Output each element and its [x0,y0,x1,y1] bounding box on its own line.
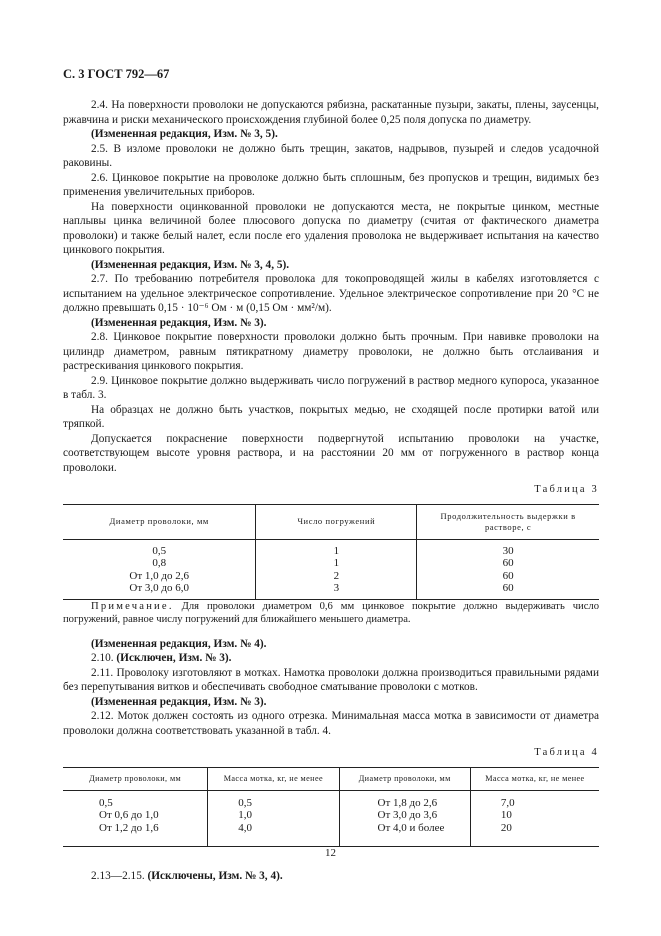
table4-cell: 7,0 [470,790,599,809]
table4-row [63,822,599,847]
table3-cell: 0,8 [152,557,167,569]
table3-body [63,539,599,599]
table4-header-diameter-2: Диаметр проволоки, мм [339,767,470,790]
table3-cell: От 1,0 до 2,6 [129,569,190,582]
paragraph-p29: 2.9. Цинковое покрытие должно выдерживать число погружений в раствор медного купороса, указанное в табл. 3. [63,374,599,401]
paragraph-p26b: На поверхности оцинкованной проволоки не допускаются места, не покрытые цинком, местные наплывы цинка величиной более плюсового допуска по диаметру (считая от фактического диаметра проволоки) и также белый налет, если после его удаления проволока не выдерживает испытания на качество цинкового покрытия. [63,200,599,256]
table3-cell: 60 [417,582,599,599]
table3-header-row [63,504,599,539]
table-3 [63,504,599,600]
page-header: С. 3 ГОСТ 792—67 [63,67,170,81]
table4-cell: 10 [470,809,599,822]
table4-cell: 0,5 [208,790,339,809]
table4-row [63,790,599,809]
table4-header-mass-2: Масса мотка, кг, не менее [470,767,599,790]
table4-cell: 20 [470,822,599,847]
table3-row [63,557,599,570]
table3-header-duration: Продолжительность выдержки в растворе, с [417,504,599,539]
paragraph-p212: 2.12. Моток должен состоять из одного отрезка. Минимальная масса мотка в зависимости от диаметра проволоки должна соответствовать указанной в табл. 4. [63,710,599,737]
page-number: 12 [325,847,336,859]
table4-cell: 1,0 [208,809,339,822]
table3-cell: 2 [256,570,417,583]
paragraph-r5: (Измененная редакция, Изм. № 3). [91,695,267,708]
paragraphs-top [63,98,599,475]
table4-cell: 0,5 [99,796,113,809]
final-bold: (Исключены, Изм. № 3, 4). [147,870,283,882]
table3-row [63,539,599,557]
note-text: Для проволоки диаметром 0,6 мм цинковое покрытие должно выдерживать число погружений, равное числу погружений для ближайшего меньшего диаметра. [63,600,599,625]
table4-header-diameter-1: Диаметр проволоки, мм [89,774,182,783]
paragraph-p26: 2.6. Цинковое покрытие на проволоке должно быть сплошным, без пропусков и трещин, видимых без применения увеличительных приборов. [63,171,599,198]
table4-cell: От 3,0 до 3,6 [339,809,470,822]
table3-header-immersions: Число погружений [256,504,417,539]
paragraph-p210 [63,651,599,666]
table3-cell: 1 [256,539,417,557]
paragraph-r4: (Измененная редакция, Изм. № 4). [91,637,267,650]
paragraph-p27: 2.7. По требованию потребителя проволока для токопроводящей жилы в кабелях изготовляется с испытанием на удельное электрическое сопротивление. Удельное электрическое сопротивление при 20 °С не должно превышать 0,15 · 10⁻⁶ Ом · м (0,15 Ом · мм²/м). [63,273,599,314]
final-prefix: 2.13—2.15. [91,870,148,882]
paragraph-r1: (Измененная редакция, Изм. № 3, 5). [91,128,278,140]
paragraph-p28: 2.8. Цинковое покрытие поверхности проволоки должно быть прочным. При навивке проволоки на цилиндр диаметром, равным пятикратному диаметру проволоки, не должно быть отслаивания и растрескивания цинкового покрытия. [63,331,599,372]
table3-cell: 60 [417,570,599,583]
paragraph-r2: (Измененная редакция, Изм. № 3, 4, 5). [91,258,290,271]
table4-cell: От 1,8 до 2,6 [339,790,470,809]
table4-cell: От 0,6 до 1,0 [99,809,159,821]
table4-header-row [63,767,599,790]
paragraph-p25: 2.5. В изломе проволоки не должно быть трещин, закатов, надрывов, пузырей и следов усадочной раковины. [63,142,599,169]
paragraph-r3: (Измененная редакция, Изм. № 3). [91,316,267,329]
note-label: Примечание. [91,600,174,612]
document-body [63,98,599,884]
table3-header-diameter: Диаметр проволоки, мм [109,516,209,526]
paragraph-p29b: На образцах не должно быть участков, покрытых медью, не сходящей после протирки ватой или тряпкой. [63,403,599,430]
table4-row [63,809,599,822]
paragraphs-mid [63,637,599,739]
final-paragraph [63,869,599,884]
table3-row [63,582,599,599]
table3-cell: 30 [417,539,599,557]
table4-header-mass-1: Масса мотка, кг, не менее [208,767,339,790]
table4-cell: От 4,0 и более [339,822,470,847]
table-4 [63,767,599,848]
paragraph-p29c: Допускается покраснение поверхности подвергнутой испытанию проволоки на участке, соответствующем высоте уровня раствора, и на расстоянии 20 мм от погруженного в раствор конца проволоки. [63,432,599,474]
table3-row [63,570,599,583]
table3-cell: 1 [256,557,417,570]
table3-cell: 3 [256,582,417,599]
table3-cell: 60 [417,557,599,570]
table4-caption: Таблица 4 [534,747,599,758]
table4-body [63,790,599,847]
table4-cell: 4,0 [208,822,339,847]
table3-note [63,600,599,627]
paragraph-p24: 2.4. На поверхности проволоки не допускаются рябизна, раскатанные пузыри, закаты, плены, заусенцы, ржавчина и риски механического происхождения глубиной более 0,25 поля допуска по диаметру. [63,99,599,126]
table3-caption: Таблица 3 [534,484,599,495]
paragraph-prefix: 2.10. [91,652,117,664]
table4-cell: От 1,2 до 1,6 [99,821,159,834]
paragraph-bold: (Исключен, Изм. № 3). [116,652,232,664]
table3-cell: 0,5 [152,544,167,557]
table3-cell: От 3,0 до 6,0 [129,582,190,594]
paragraph-p211: 2.11. Проволоку изготовляют в мотках. Намотка проволоки должна производиться правильными рядами без перепутывания витков и обеспечивать свободное сматывание проволоки с мотков. [63,666,599,693]
